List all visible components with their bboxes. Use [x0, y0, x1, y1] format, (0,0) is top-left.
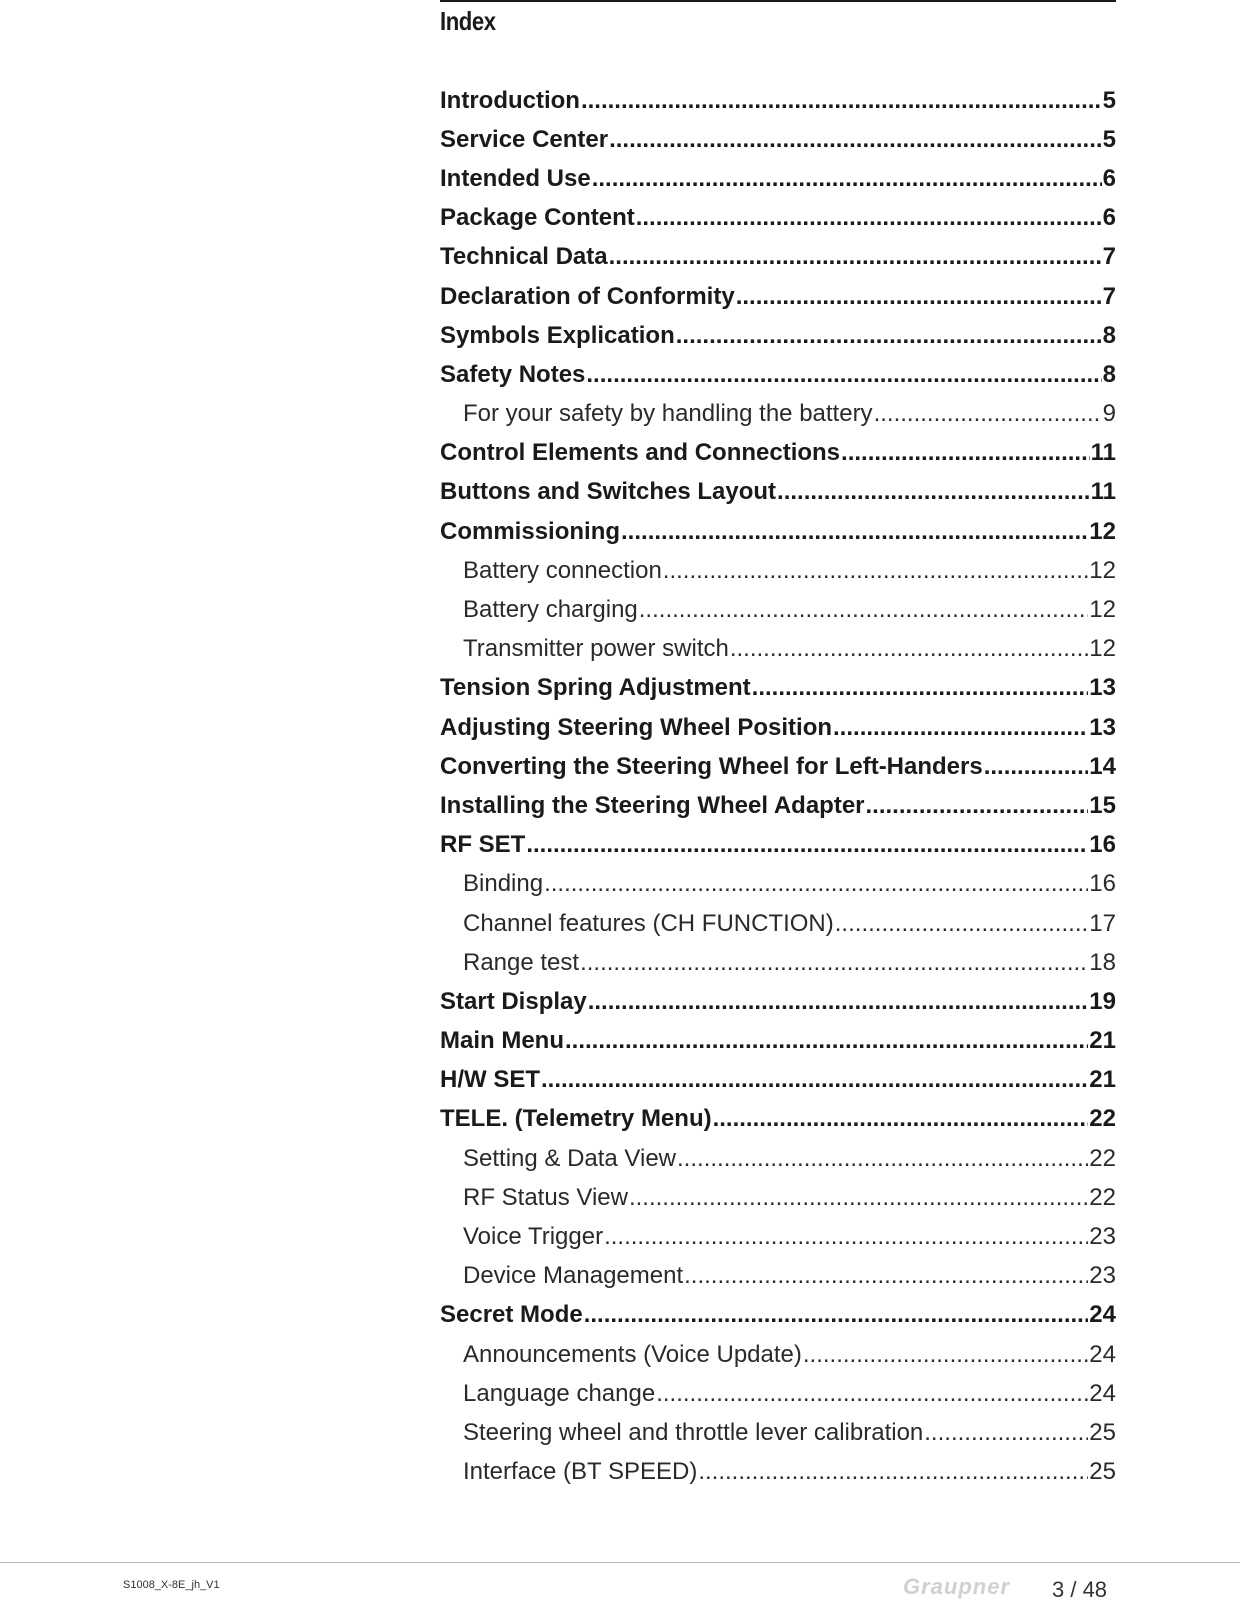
toc-entry-page: 25	[1089, 1458, 1116, 1486]
toc-entry[interactable]	[440, 1061, 1116, 1100]
toc-entry-page: 9	[1102, 400, 1116, 428]
toc-subentry[interactable]	[440, 1217, 1116, 1256]
document-code: S1008_X-8E_jh_V1	[123, 1579, 220, 1591]
toc-entry-label: RF SET	[440, 831, 526, 859]
toc-subentry[interactable]	[440, 865, 1116, 904]
dot-leader	[984, 755, 1089, 779]
dot-leader	[841, 441, 1090, 465]
dot-leader	[588, 990, 1089, 1014]
dot-leader	[609, 128, 1102, 152]
toc-entry-label: Main Menu	[440, 1027, 564, 1055]
toc-entry-page: 8	[1102, 321, 1116, 349]
toc-entry[interactable]	[440, 159, 1116, 198]
dot-leader	[636, 206, 1102, 230]
toc-entry[interactable]	[440, 355, 1116, 394]
dot-leader	[592, 167, 1102, 191]
toc-entry[interactable]	[440, 1022, 1116, 1061]
dot-leader	[835, 912, 1089, 936]
toc-entry-label: Voice Trigger	[463, 1223, 604, 1251]
toc-entry-page: 6	[1102, 164, 1116, 192]
toc-entry-page: 17	[1089, 909, 1116, 937]
toc-entry[interactable]	[440, 1296, 1116, 1335]
toc-entry[interactable]	[440, 199, 1116, 238]
dot-leader	[803, 1343, 1088, 1367]
table-of-contents	[440, 81, 1116, 1492]
dot-leader	[777, 480, 1090, 504]
toc-entry[interactable]	[440, 982, 1116, 1021]
dot-leader	[565, 1029, 1088, 1053]
toc-entry-page: 24	[1089, 1340, 1116, 1368]
page-number: 3 / 48	[1052, 1577, 1108, 1602]
page-title: Index	[440, 6, 496, 36]
dot-leader	[604, 1225, 1088, 1249]
dot-leader	[684, 1264, 1088, 1288]
toc-entry-label: Adjusting Steering Wheel Position	[440, 713, 833, 741]
dot-leader	[752, 676, 1089, 700]
toc-subentry[interactable]	[440, 590, 1116, 629]
toc-entry-page: 6	[1102, 204, 1116, 232]
toc-entry-page: 16	[1089, 870, 1116, 898]
toc-subentry[interactable]	[440, 551, 1116, 590]
toc-entry[interactable]	[440, 786, 1116, 825]
toc-entry-page: 12	[1089, 517, 1116, 545]
toc-entry[interactable]	[440, 473, 1116, 512]
toc-entry[interactable]	[440, 708, 1116, 747]
toc-entry-label: Intended Use	[440, 164, 591, 192]
toc-entry-label: Safety Notes	[440, 360, 586, 388]
toc-subentry[interactable]	[440, 1139, 1116, 1178]
toc-entry-page: 16	[1089, 831, 1116, 859]
top-rule	[440, 0, 1116, 2]
toc-entry-label: Device Management	[463, 1262, 684, 1290]
toc-entry-page: 11	[1090, 478, 1116, 506]
toc-entry-page: 23	[1089, 1262, 1116, 1290]
toc-entry-page: 13	[1089, 713, 1116, 741]
brand-logo: Graupner	[903, 1574, 1011, 1599]
toc-subentry[interactable]	[440, 1413, 1116, 1452]
toc-entry-page: 23	[1089, 1223, 1116, 1251]
toc-entry-label: Start Display	[440, 987, 587, 1015]
toc-entry-page: 19	[1089, 987, 1116, 1015]
toc-entry-label: RF Status View	[463, 1183, 628, 1211]
dot-leader	[713, 1107, 1089, 1131]
toc-entry-page: 7	[1102, 282, 1116, 310]
toc-entry-label: Introduction	[440, 86, 580, 114]
toc-entry-page: 7	[1102, 243, 1116, 271]
dot-leader	[866, 794, 1089, 818]
toc-entry-page: 13	[1089, 674, 1116, 702]
dot-leader	[584, 1303, 1089, 1327]
toc-entry-page: 5	[1102, 125, 1116, 153]
dot-leader	[639, 598, 1089, 622]
toc-entry[interactable]	[440, 826, 1116, 865]
toc-entry[interactable]	[440, 747, 1116, 786]
toc-entry-label: Tension Spring Adjustment	[440, 674, 751, 702]
toc-entry-page: 12	[1089, 556, 1116, 584]
toc-subentry[interactable]	[440, 1178, 1116, 1217]
dot-leader	[924, 1421, 1088, 1445]
toc-entry[interactable]	[440, 238, 1116, 277]
toc-subentry[interactable]	[440, 1335, 1116, 1374]
toc-subentry[interactable]	[440, 904, 1116, 943]
dot-leader	[676, 324, 1102, 348]
toc-entry-label: Language change	[463, 1379, 656, 1407]
toc-subentry[interactable]	[440, 1374, 1116, 1413]
toc-subentry[interactable]	[440, 395, 1116, 434]
dot-leader	[609, 245, 1102, 269]
dot-leader	[730, 637, 1088, 661]
dot-leader	[544, 872, 1088, 896]
toc-entry-label: Secret Mode	[440, 1301, 583, 1329]
toc-entry-page: 24	[1089, 1379, 1116, 1407]
toc-entry-page: 12	[1089, 596, 1116, 624]
dot-leader	[656, 1382, 1088, 1406]
dot-leader	[663, 559, 1089, 583]
toc-subentry[interactable]	[440, 1257, 1116, 1296]
footer-rule	[0, 1562, 1240, 1563]
toc-entry[interactable]	[440, 120, 1116, 159]
toc-entry-page: 8	[1102, 360, 1116, 388]
toc-entry-label: Installing the Steering Wheel Adapter	[440, 791, 865, 819]
toc-entry-label: Battery connection	[463, 556, 662, 584]
dot-leader	[736, 285, 1102, 309]
dot-leader	[526, 833, 1088, 857]
toc-entry-page: 18	[1089, 948, 1116, 976]
dot-leader	[541, 1068, 1088, 1092]
toc-entry[interactable]	[440, 434, 1116, 473]
toc-entry[interactable]	[440, 81, 1116, 120]
toc-entry-label: Channel features (CH FUNCTION)	[463, 909, 834, 937]
toc-entry[interactable]	[440, 277, 1116, 316]
toc-entry-page: 22	[1089, 1183, 1116, 1211]
toc-entry-label: Setting & Data View	[463, 1144, 677, 1172]
toc-entry-page: 14	[1089, 752, 1116, 780]
toc-entry-label: Transmitter power switch	[463, 635, 729, 663]
toc-entry[interactable]	[440, 1100, 1116, 1139]
toc-entry-page: 21	[1089, 1066, 1116, 1094]
dot-leader	[677, 1147, 1088, 1171]
toc-entry-page: 24	[1089, 1301, 1116, 1329]
toc-entry-page: 22	[1089, 1144, 1116, 1172]
toc-subentry[interactable]	[440, 943, 1116, 982]
dot-leader	[586, 363, 1101, 387]
toc-entry-label: TELE. (Telemetry Menu)	[440, 1105, 712, 1133]
toc-subentry[interactable]	[440, 1453, 1116, 1492]
dot-leader	[874, 402, 1102, 426]
toc-entry-label: Interface (BT SPEED)	[463, 1458, 698, 1486]
toc-entry-page: 22	[1089, 1105, 1116, 1133]
dot-leader	[580, 951, 1088, 975]
toc-entry-label: For your safety by handling the battery	[463, 400, 873, 428]
toc-entry-label: Control Elements and Connections	[440, 439, 841, 467]
toc-entry-label: Technical Data	[440, 243, 608, 271]
toc-entry-label: H/W SET	[440, 1066, 540, 1094]
toc-entry-page: 5	[1102, 86, 1116, 114]
toc-entry-label: Declaration of Conformity	[440, 282, 735, 310]
dot-leader	[581, 89, 1102, 113]
toc-entry[interactable]	[440, 669, 1116, 708]
toc-entry-label: Converting the Steering Wheel for Left-Handers	[440, 752, 983, 780]
toc-entry-label: Steering wheel and throttle lever calibration	[463, 1418, 924, 1446]
toc-subentry[interactable]	[440, 630, 1116, 669]
toc-entry-label: Commissioning	[440, 517, 621, 545]
dot-leader	[629, 1186, 1088, 1210]
toc-entry-page: 25	[1089, 1418, 1116, 1446]
toc-entry[interactable]	[440, 316, 1116, 355]
toc-entry-label: Buttons and Switches Layout	[440, 478, 777, 506]
toc-entry-page: 15	[1089, 791, 1116, 819]
toc-entry-label: Service Center	[440, 125, 609, 153]
toc-entry-label: Symbols Explication	[440, 321, 675, 349]
toc-entry-label: Announcements (Voice Update)	[463, 1340, 802, 1368]
toc-entry-page: 21	[1089, 1027, 1116, 1055]
toc-entry-label: Package Content	[440, 204, 635, 232]
toc-entry[interactable]	[440, 512, 1116, 551]
toc-entry-label: Battery charging	[463, 596, 638, 624]
dot-leader	[621, 520, 1088, 544]
dot-leader	[698, 1460, 1088, 1484]
toc-entry-label: Range test	[463, 948, 580, 976]
toc-entry-page: 12	[1089, 635, 1116, 663]
toc-entry-label: Binding	[463, 870, 544, 898]
toc-entry-page: 11	[1090, 439, 1116, 467]
dot-leader	[833, 716, 1088, 740]
